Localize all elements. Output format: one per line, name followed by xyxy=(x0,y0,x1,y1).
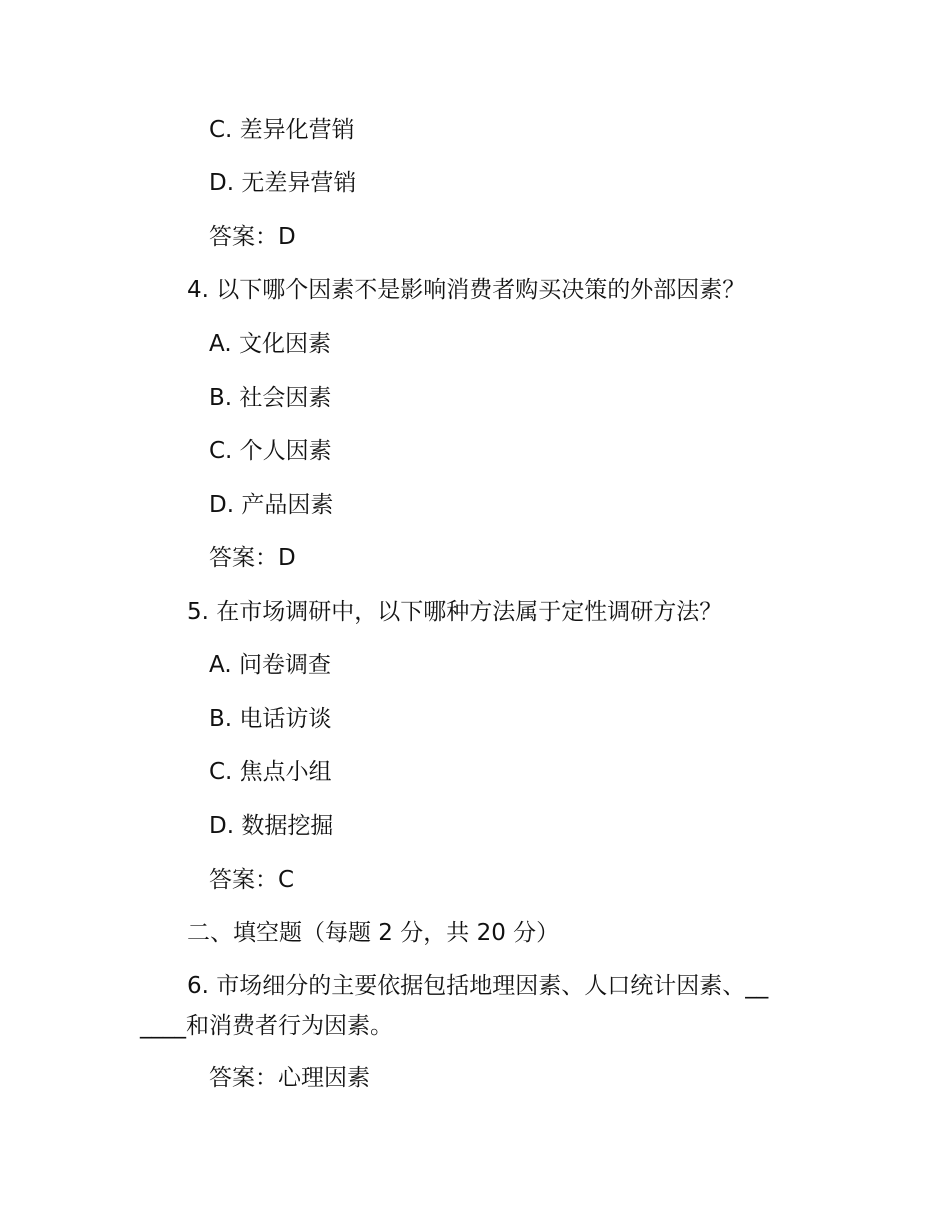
q4-option-a: A. 文化因素 xyxy=(209,331,331,357)
q4-option-d: D. 产品因素 xyxy=(209,492,334,518)
q3-answer: 答案：D xyxy=(209,224,296,250)
q4-question: 4. 以下哪个因素不是影响消费者购买决策的外部因素？ xyxy=(187,277,746,303)
q5-option-c: C. 焦点小组 xyxy=(209,759,332,785)
q5-answer: 答案：C xyxy=(209,867,295,893)
q6-question-line1: 6. 市场细分的主要依据包括地理因素、人口统计因素、__ xyxy=(187,973,769,999)
q3-option-d: D. 无差异营销 xyxy=(209,170,357,196)
q5-option-b: B. 电话访谈 xyxy=(209,706,332,732)
q5-question: 5. 在市场调研中，以下哪种方法属于定性调研方法？ xyxy=(187,599,723,625)
section-heading: 二、填空题（每题 2 分，共 20 分） xyxy=(187,920,560,946)
q3-option-c: C. 差异化营销 xyxy=(209,117,355,143)
q6-question-line2: ____和消费者行为因素。 xyxy=(140,1013,393,1039)
q4-option-c: C. 个人因素 xyxy=(209,438,332,464)
q5-option-a: A. 问卷调查 xyxy=(209,652,331,678)
q4-answer: 答案：D xyxy=(209,545,296,571)
q5-option-d: D. 数据挖掘 xyxy=(209,813,334,839)
q6-answer: 答案：心理因素 xyxy=(209,1065,370,1091)
q4-option-b: B. 社会因素 xyxy=(209,385,332,411)
